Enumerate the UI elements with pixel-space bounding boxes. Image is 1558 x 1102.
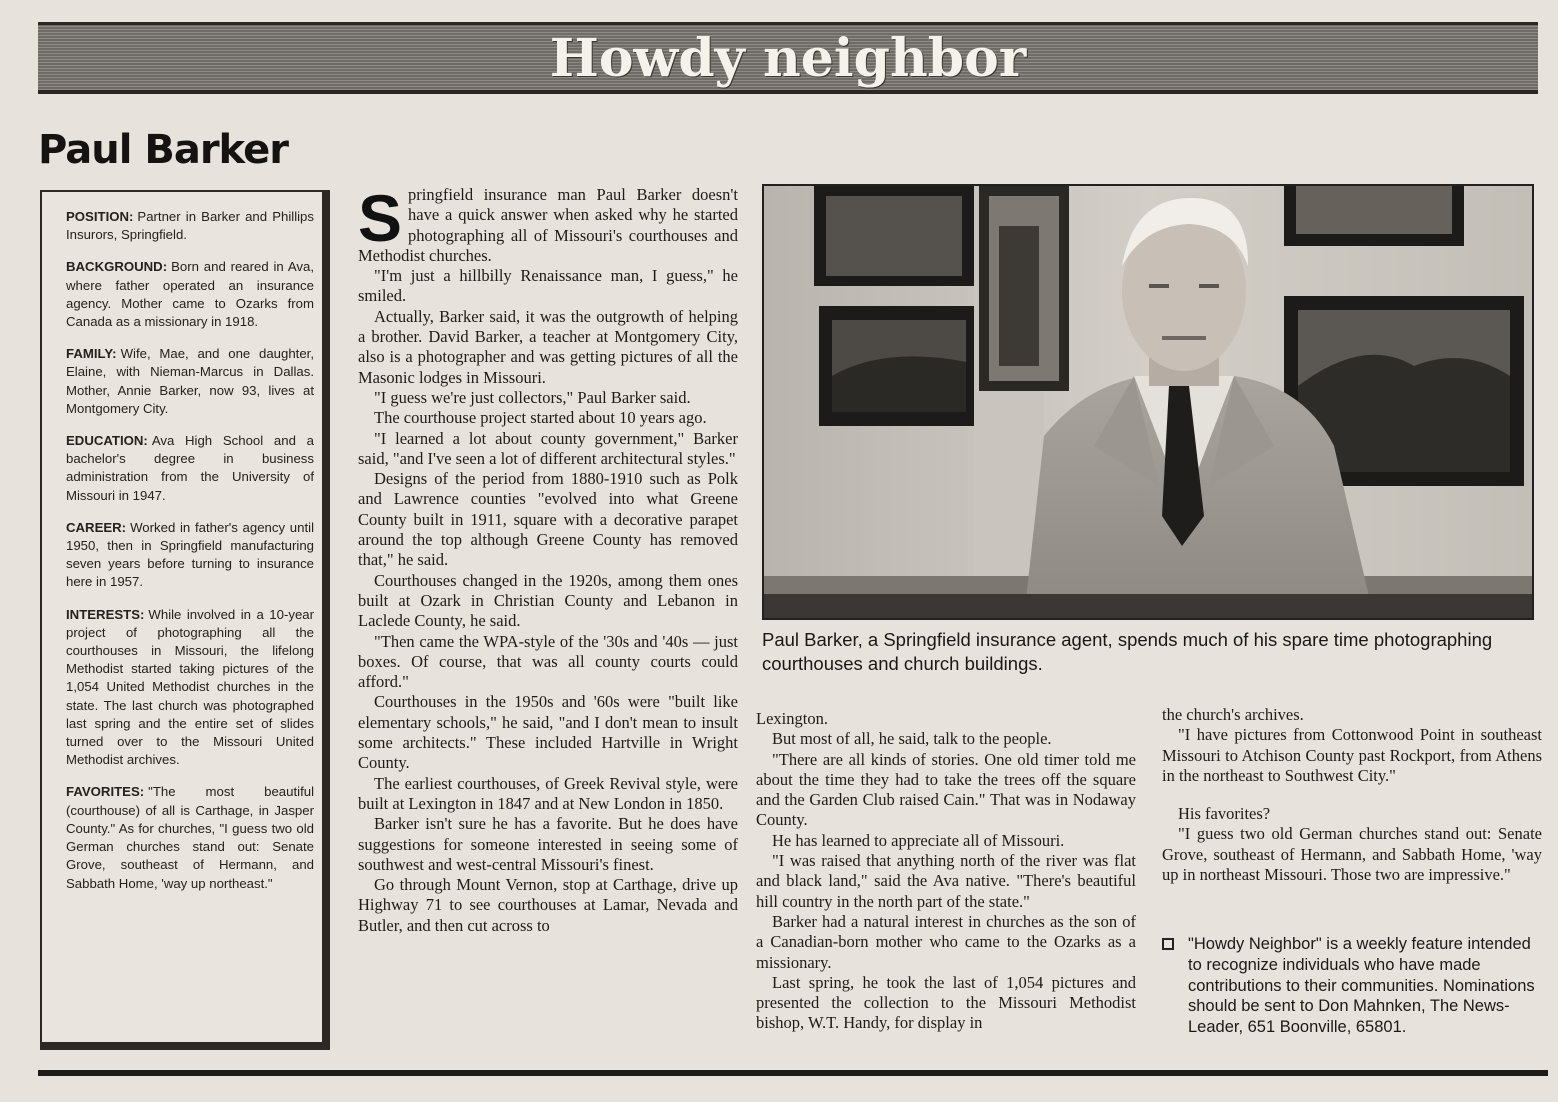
article-paragraph: Courthouses in the 1950s and '60s were "built like elementary schools," he said, "and I don't mean to insult some architects." These included Hartville in Wright County. bbox=[358, 692, 738, 773]
article-column-1 bbox=[358, 181, 738, 936]
section-banner bbox=[38, 22, 1538, 94]
article-paragraph: Designs of the period from 1880-1910 such as Polk and Lawrence counties "evolved into what Greene County built in 1911, square with a decorative parapet around the top although Greene County has removed that," he said. bbox=[358, 469, 738, 570]
article-paragraph: He has learned to appreciate all of Missouri. bbox=[772, 830, 1065, 850]
article-paragraph: "I'm just a hillbilly Renaissance man, I guess," he smiled. bbox=[358, 266, 738, 306]
fact-text: Ava High School and a bachelor's degree in business administration from the University of Missouri in 1947. bbox=[66, 433, 314, 503]
profile-sidebar bbox=[40, 190, 330, 1050]
bottom-rule bbox=[38, 1070, 1548, 1076]
fact-text: Born and reared in Ava, where father operated an insurance agency. Mother came to Ozarks from Canada as a missionary in 1918. bbox=[66, 259, 314, 330]
fact-label: INTERESTS: bbox=[66, 606, 145, 622]
article-paragraph: Actually, Barker said, it was the outgrowth of helping a brother. David Barker, a teacher at Montgomery City, also is a photographer and was getting pictures of all the Masonic lodges in Missouri. bbox=[358, 306, 738, 387]
article-paragraph: Courthouses changed in the 1920s, among them ones built at Ozark in Christian County and Lebanon in Laclede County, he said. bbox=[358, 570, 738, 631]
drop-cap: S bbox=[358, 181, 403, 255]
fact-label: FAMILY: bbox=[66, 346, 117, 362]
fact-text: Worked in father's agency until 1950, then in Springfield manufacturing seven years before turning to insurance here in 1957. bbox=[66, 519, 314, 590]
profile-facts bbox=[66, 208, 314, 907]
article-paragraph: Barker isn't sure he has a favorite. But he does have suggestions for someone interested in seeing some of southwest and west-central Missouri's finest. bbox=[358, 814, 738, 874]
fact-education bbox=[66, 432, 314, 505]
square-bullet-icon bbox=[1162, 938, 1174, 950]
article-paragraph: "I have pictures from Cottonwood Point in southeast Missouri to Atchison County past Rockport, from Athens in the northeast to Southwest City." bbox=[1162, 725, 1542, 785]
fact-text: Partner in Barker and Phillips Insurors, Springfield. bbox=[66, 209, 314, 243]
banner-title: Howdy neighbor bbox=[549, 28, 1027, 89]
article-paragraph: The courthouse project started about 10 years ago. bbox=[374, 408, 707, 428]
article-column-2 bbox=[756, 709, 1136, 1034]
fact-text: Wife, Mae, and one daughter, Elaine, with Nieman-Marcus in Dallas. Mother, Annie Barker, now 93, lives at Montgomery City. bbox=[66, 346, 314, 416]
fact-label: FAVORITES: bbox=[66, 784, 145, 800]
photo-caption: Paul Barker, a Springfield insurance agent, spends much of his spare time photographing courthouses and church buildings. bbox=[762, 629, 1493, 674]
article-paragraph: Barker had a natural interest in churches as the son of a Canadian-born mother who came to the Ozarks as a missionary. bbox=[756, 911, 1136, 972]
article-paragraph: "I learned a lot about county government," Barker said, "and I've seen a lot of different architectural styles." bbox=[358, 428, 738, 468]
fact-text: "The most beautiful (courthouse) of all is Carthage, in Jasper County." As for churches, "I guess two old German churches stand out: Senate Grove, southeast of Hermann, and Sabbath Home, 'way up northeast." bbox=[66, 784, 314, 891]
fact-label: POSITION: bbox=[66, 209, 134, 224]
fact-family bbox=[66, 345, 314, 418]
fact-favorites bbox=[66, 783, 314, 892]
fact-background bbox=[66, 258, 314, 331]
article-paragraph: "There are all kinds of stories. One old timer told me about the time they had to take the trees off the square and the Garden Club raised Cain." That was in Nodaway County. bbox=[756, 749, 1136, 830]
fact-interests bbox=[66, 606, 314, 770]
article-paragraph: "I was raised that anything north of the river was flat and black land," said the Ava native. "There's beautiful hill country in the north part of the state." bbox=[756, 851, 1136, 911]
article-paragraph: the church's archives. bbox=[1162, 705, 1304, 724]
portrait-photo-illustration bbox=[764, 186, 1532, 618]
article-paragraph: But most of all, he said, talk to the people. bbox=[772, 729, 1052, 749]
article-paragraph: pringfield insurance man Paul Barker doesn't have a quick answer when asked why he started photographing all of Missouri's courthouses and Methodist churches. bbox=[358, 185, 738, 265]
article-paragraph: "I guess two old German churches stand out: Senate Grove, southeast of Hermann, and Sabbath Home, 'way up in northeast Missouri. Those two are impressive." bbox=[1162, 824, 1542, 885]
fact-career bbox=[66, 519, 314, 592]
article-paragraph: "Then came the WPA-style of the '30s and '40s — just boxes. Of course, that was all county courts could afford." bbox=[358, 631, 738, 692]
article-paragraph: His favorites? bbox=[1178, 804, 1271, 824]
article-paragraph: "I guess we're just collectors," Paul Barker said. bbox=[374, 387, 691, 407]
fact-position bbox=[66, 208, 314, 244]
fact-text: While involved in a 10-year project of photographing all the courthouses in Missouri, the lifelong Methodist started taking pictures of the 1,054 United Methodist churches in the state. The last church was photographed last spring and the entire set of slides turned over to the Missouri United Methodist archives. bbox=[66, 606, 314, 768]
article-paragraph: Go through Mount Vernon, stop at Carthage, drive up Highway 71 to see courthouses at Lamar, Nevada and Butler, and then cut across to bbox=[358, 875, 738, 935]
article-paragraph: The earliest courthouses, of Greek Revival style, were built at Lexington in 1847 and at New London in 1850. bbox=[358, 773, 738, 813]
article-paragraph: Lexington. bbox=[756, 709, 828, 728]
article-column-3 bbox=[1162, 705, 1542, 885]
article-headline: Paul Barker bbox=[38, 127, 288, 173]
fact-label: BACKGROUND: bbox=[66, 259, 168, 275]
fact-label: CAREER: bbox=[66, 519, 127, 535]
article-paragraph: Last spring, he took the last of 1,054 pictures and presented the collection to the Missouri Methodist bishop, W.T. Handy, for display in bbox=[756, 972, 1136, 1033]
notice-text: "Howdy Neighbor" is a weekly feature intended to recognize individuals who have made contributions to their communities. Nominations should be sent to Don Mahnken, The News-Leader, 651 Boonville, 65801. bbox=[1188, 935, 1535, 1037]
fact-label: EDUCATION: bbox=[66, 433, 148, 449]
feature-notice bbox=[1162, 934, 1542, 1038]
portrait-photo bbox=[762, 184, 1534, 620]
